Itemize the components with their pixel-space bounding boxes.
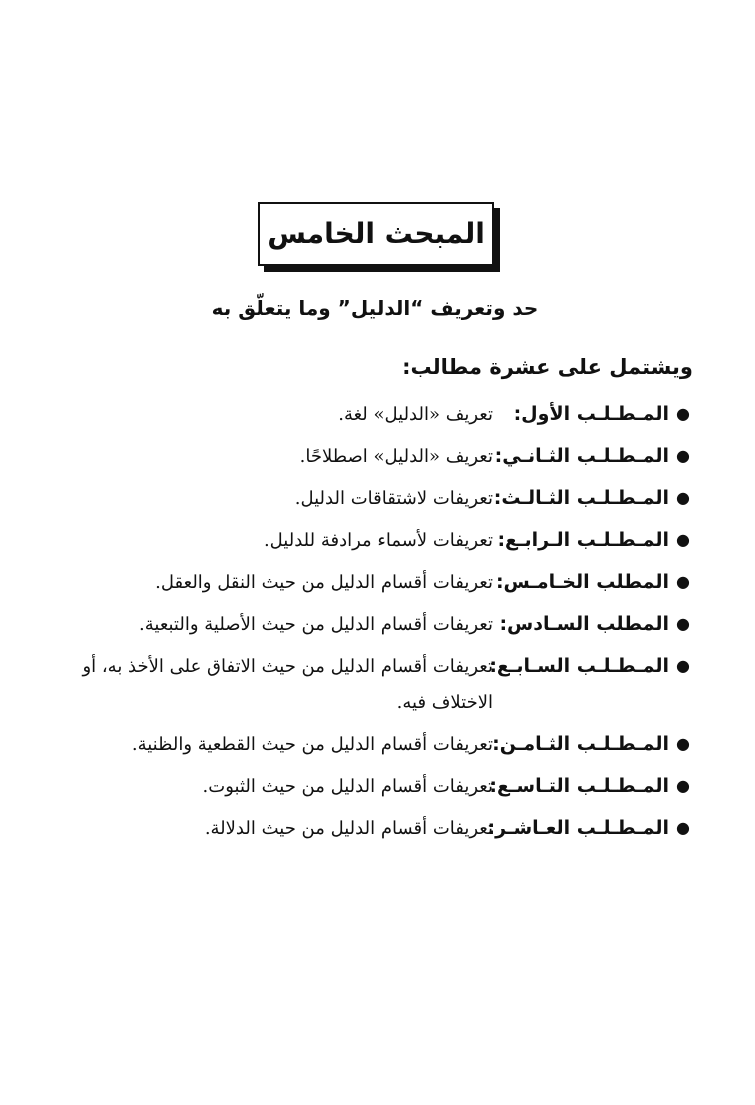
section-label: المطلب الخـامـس: [495,571,669,593]
sections-intro: ويشتمل على عشرة مطالب: [402,355,693,379]
section-description: تعريفات أقسام الدليل من حيث الاتفاق على الأخذ به، أو الاختلاف فيه. [82,656,493,713]
section-description: تعريفات أقسام الدليل من حيث الدلالة. [204,818,493,839]
bullet-icon: ● [676,818,690,837]
bullet-icon: ● [676,572,690,591]
bullet-icon: ● [676,530,690,549]
bullet-icon: ● [676,614,690,633]
section-description: تعريفات أقسام الدليل من حيث الثبوت. [202,776,493,797]
list-item [53,481,693,523]
section-label: المـطـلـب الثـامـن: [492,733,669,755]
list-item [53,565,693,607]
section-label: المـطـلـب الثـانـي: [494,445,669,467]
bullet-icon: ● [676,488,690,507]
section-description: تعريفات لأسماء مرادفة للدليل. [263,530,493,551]
section-description: تعريف «الدليل» لغة. [338,404,493,425]
section-description: تعريفات أقسام الدليل من حيث النقل والعقل. [155,572,493,593]
list-item [53,397,693,439]
chapter-subtitle: حد وتعريف “الدليل” وما يتعلّق به [211,296,539,320]
bullet-icon: ● [676,734,690,753]
list-item [53,727,693,769]
section-description: تعريف «الدليل» اصطلاحًا. [299,446,493,467]
section-label: المـطـلـب السـابـع: [489,655,669,677]
bullet-icon: ● [676,446,690,465]
list-item [53,607,693,649]
bullet-icon: ● [676,404,690,423]
section-label: المـطـلـب التـاسـع: [489,775,669,797]
section-label: المـطـلـب الأول: [513,403,669,425]
sections-list [53,397,693,853]
section-label: المـطـلـب الـرابـع: [497,529,669,551]
bullet-icon: ● [676,776,690,795]
chapter-title-box [258,202,494,266]
section-label: المـطـلـب الثـالـث: [493,487,669,509]
section-description: تعريفات لاشتقاقات الدليل. [294,488,493,509]
list-item [53,523,693,565]
list-item [53,811,693,853]
bullet-icon: ● [676,656,690,675]
section-description: تعريفات أقسام الدليل من حيث القطعية والظنية. [131,734,493,755]
chapter-title: المبحث الخامس [267,217,485,250]
section-description: تعريفات أقسام الدليل من حيث الأصلية والتبعية. [139,614,493,635]
section-label: المـطـلـب العـاشـر: [487,817,669,839]
section-label: المطلب السـادس: [499,613,669,635]
list-item [53,439,693,481]
list-item [53,769,693,811]
list-item [53,649,693,727]
